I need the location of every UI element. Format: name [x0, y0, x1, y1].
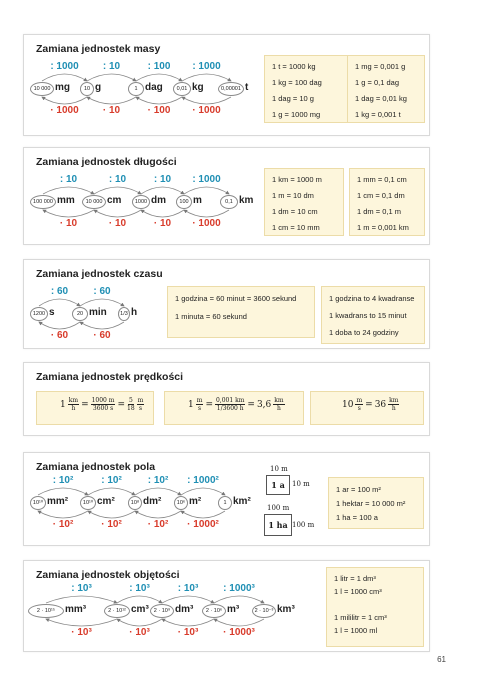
time-title: Zamiana jednostek czasu — [36, 268, 163, 280]
mass-eq: 1 dag = 0,01 kg — [355, 94, 407, 103]
volume-eq: 1 mililitr = 1 cm³ — [334, 613, 387, 622]
frac-num: 0,001 km — [215, 397, 245, 404]
length-eq: 1 cm = 0,1 dm — [357, 191, 405, 200]
area-value-oval: 10⁸ — [128, 496, 142, 510]
frac-den: h — [391, 405, 396, 412]
mass-unit: dag — [145, 82, 163, 93]
equals: = — [81, 399, 89, 410]
mass-eq: 1 dag = 10 g — [272, 94, 314, 103]
area-divide-label: : 10² — [147, 475, 169, 486]
time-divide-label: : 60 — [93, 286, 111, 297]
volume-eq — [334, 598, 416, 611]
mass-value-oval: 10 — [80, 82, 94, 96]
length-arrow-right — [94, 187, 141, 194]
volume-box — [326, 567, 424, 647]
speed-f3-result: 36 — [374, 399, 387, 410]
area-box — [328, 477, 424, 529]
square-ha-right-label: 100 m — [292, 521, 315, 529]
area-arrow-right — [38, 488, 88, 495]
length-multiply-label: · 10 — [59, 218, 78, 229]
volume-panel — [23, 560, 430, 652]
mass-unit: kg — [192, 82, 204, 93]
time-arrow-left — [80, 322, 124, 329]
area-panel — [23, 452, 430, 546]
mass-unit: g — [95, 82, 102, 93]
mass-multiply-label: · 1000 — [50, 105, 79, 116]
volume-arrows — [28, 585, 318, 655]
length-eq: 1 cm = 10 mm — [272, 223, 320, 232]
volume-multiply-label: · 1000³ — [223, 627, 255, 638]
length-arrow-left — [43, 210, 94, 217]
time-eq: 1 godzina to 4 kwadranse — [329, 294, 415, 303]
volume-value-oval: 2 · 10⁶ — [202, 604, 226, 618]
speed-title: Zamiana jednostek prędkości — [36, 371, 184, 383]
area-eq: 1 ar = 100 m² — [336, 485, 381, 494]
volume-chain — [28, 585, 318, 655]
time-eq: 1 doba to 24 godziny — [329, 328, 399, 337]
time-value-oval: 1200 — [30, 307, 48, 321]
equals: = — [205, 399, 213, 410]
page-number: 61 — [437, 655, 446, 664]
time-arrow-right — [39, 299, 80, 306]
square-a-top-label: 10 m — [270, 465, 288, 473]
speed-f2-r — [273, 397, 284, 412]
volume-divide-label: : 1000³ — [223, 583, 255, 594]
time-eq: 1 kwadrans to 15 minut — [329, 311, 407, 320]
frac-den: s — [198, 405, 202, 412]
time-chain — [30, 288, 170, 348]
volume-eq: 1 litr = 1 dm³ — [334, 574, 376, 583]
time-box-1 — [167, 286, 315, 338]
frac-num: 1000 m — [91, 397, 115, 404]
mass-panel — [23, 34, 430, 136]
area-unit: km² — [233, 496, 251, 507]
equals: = — [365, 399, 373, 410]
length-value-oval: 1000 — [132, 195, 150, 209]
mass-divide-label: : 1000 — [192, 61, 221, 72]
length-unit: km — [239, 195, 254, 206]
area-unit: cm² — [97, 496, 115, 507]
volume-arrow-left — [162, 619, 214, 626]
area-multiply-label: · 1000² — [187, 519, 219, 530]
time-multiply-label: · 60 — [50, 330, 69, 341]
speed-f3-unit — [355, 397, 363, 412]
volume-arrow-left — [214, 619, 264, 626]
mass-eq: 1 kg = 0,001 t — [355, 110, 401, 119]
area-arrow-left — [181, 511, 225, 518]
time-value-oval: 20 — [72, 307, 88, 321]
frac-den: h — [277, 405, 281, 412]
length-arrow-right — [43, 187, 94, 194]
volume-multiply-label: · 10³ — [177, 627, 199, 638]
area-arrow-right — [181, 488, 225, 495]
length-eq: 1 dm = 10 cm — [272, 207, 318, 216]
volume-title: Zamiana jednostek objętości — [36, 569, 180, 581]
equals: = — [247, 399, 255, 410]
frac-den: 3600 s — [92, 405, 114, 412]
frac-num: km — [68, 397, 79, 404]
mass-eq: 1 kg = 100 dag — [272, 78, 322, 87]
length-eq: 1 km = 1000 m — [272, 175, 322, 184]
mass-multiply-label: · 100 — [147, 105, 171, 116]
mass-chain — [30, 63, 270, 133]
frac-num: km — [389, 397, 399, 404]
square-ha-label: 1 ha — [268, 520, 288, 530]
frac-num: m — [137, 397, 144, 404]
frac-num: m — [196, 397, 203, 404]
length-unit: mm — [57, 195, 75, 206]
volume-value-oval: 2 · 10⁻³ — [252, 604, 276, 618]
area-arrow-left — [38, 511, 88, 518]
frac-num: km — [274, 397, 284, 404]
mass-value-oval: 1 — [128, 82, 144, 96]
time-arrow-left — [39, 322, 80, 329]
speed-formula-2 — [188, 397, 285, 412]
volume-unit: cm³ — [131, 604, 149, 615]
mass-title: Zamiana jednostek masy — [36, 43, 161, 55]
area-unit: dm² — [143, 496, 162, 507]
frac-den: s — [357, 405, 361, 412]
length-eq: 1 mm = 0,1 cm — [357, 175, 407, 184]
mass-arrow-right — [136, 74, 182, 81]
area-unit: mm² — [47, 496, 69, 507]
square-a — [266, 475, 290, 495]
volume-value-oval: 2 · 10¹⁵ — [28, 604, 64, 618]
time-unit: min — [89, 307, 107, 318]
area-eq: 1 hektar = 10 000 m² — [336, 499, 406, 508]
length-value-oval: 10 000 — [82, 195, 106, 209]
speed-f1-unit — [68, 397, 79, 412]
mass-arrow-left — [42, 97, 87, 104]
area-value-oval: 1 — [218, 496, 232, 510]
speed-f3-lead: 10 — [342, 399, 354, 410]
area-multiply-label: · 10² — [101, 519, 122, 530]
length-arrows — [30, 176, 270, 246]
mass-eq: 1 mg = 0,001 g — [355, 62, 406, 71]
length-divide-label: : 10 — [59, 174, 78, 185]
mass-arrows — [30, 63, 270, 133]
mass-divide-label: : 100 — [147, 61, 171, 72]
area-value-oval: 10¹⁰ — [30, 496, 46, 510]
length-value-oval: 100 000 — [30, 195, 56, 209]
speed-f1-lead: 1 — [60, 399, 66, 410]
square-a-label: 1 a — [271, 480, 285, 490]
area-title: Zamiana jednostek pola — [36, 461, 156, 473]
area-divide-label: : 1000² — [187, 475, 219, 486]
mass-value-oval: 0,01 — [173, 82, 191, 96]
mass-unit: t — [245, 82, 249, 93]
speed-panel — [23, 362, 430, 436]
length-arrow-right — [141, 187, 184, 194]
frac-den: 1/3600 h — [216, 405, 244, 412]
volume-unit: dm³ — [175, 604, 194, 615]
time-multiply-label: · 60 — [93, 330, 111, 341]
length-divide-label: : 10 — [153, 174, 172, 185]
length-eq: 1 m = 0,001 km — [357, 223, 409, 232]
mass-value-oval: 10 000 — [30, 82, 54, 96]
length-divide-label: : 10 — [108, 174, 127, 185]
area-arrow-left — [88, 511, 135, 518]
area-arrow-right — [135, 488, 181, 495]
speed-formula-1 — [60, 397, 144, 412]
mass-eq: 1 t = 1000 kg — [272, 62, 316, 71]
area-divide-label: : 10² — [101, 475, 122, 486]
area-chain — [30, 477, 270, 547]
volume-arrow-right — [46, 596, 117, 603]
length-box-2 — [349, 168, 425, 236]
mass-eq: 1 g = 1000 mg — [272, 110, 321, 119]
volume-arrow-right — [117, 596, 162, 603]
mass-divide-label: : 1000 — [50, 61, 79, 72]
area-multiply-label: · 10² — [52, 519, 74, 530]
area-arrows — [30, 477, 270, 547]
speed-f2-result: 3,6 — [256, 399, 272, 410]
volume-eq: 1 l = 1000 ml — [334, 626, 378, 635]
time-divide-label: : 60 — [50, 286, 69, 297]
mass-arrow-left — [87, 97, 136, 104]
volume-arrow-left — [117, 619, 162, 626]
length-unit: m — [193, 195, 202, 206]
length-value-oval: 0,1 — [220, 195, 238, 209]
length-arrow-left — [141, 210, 184, 217]
area-arrow-right — [88, 488, 135, 495]
volume-divide-label: : 10³ — [177, 583, 199, 594]
length-unit: dm — [151, 195, 166, 206]
volume-eq: 1 l = 1000 cm³ — [334, 587, 382, 596]
volume-unit: mm³ — [65, 604, 87, 615]
square-ha-top-label: 100 m — [267, 504, 290, 512]
speed-formula-3 — [342, 397, 399, 412]
mass-box-2 — [347, 55, 425, 123]
mass-multiply-label: · 1000 — [192, 105, 221, 116]
area-multiply-label: · 10² — [147, 519, 169, 530]
length-arrow-left — [184, 210, 229, 217]
speed-f1-c — [137, 397, 145, 412]
time-value-oval: 1/3 — [118, 307, 130, 321]
time-unit: s — [49, 307, 55, 318]
frac-num: 5 — [128, 397, 133, 404]
frac-num: m — [356, 397, 363, 404]
volume-divide-label: : 10³ — [129, 583, 150, 594]
speed-f1-b — [127, 397, 135, 412]
volume-arrow-left — [46, 619, 117, 626]
length-title: Zamiana jednostek długości — [36, 156, 177, 168]
time-box-2 — [321, 286, 425, 344]
length-multiply-label: · 10 — [108, 218, 127, 229]
volume-multiply-label: · 10³ — [71, 627, 92, 638]
speed-f3-r — [388, 397, 399, 412]
volume-arrow-right — [214, 596, 264, 603]
mass-eq: 1 g = 0,1 dag — [355, 78, 399, 87]
time-arrows — [30, 288, 170, 358]
square-a-right-label: 10 m — [292, 480, 310, 488]
time-unit: h — [131, 307, 138, 318]
area-value-oval: 10⁶ — [174, 496, 188, 510]
area-eq: 1 ha = 100 a — [336, 513, 378, 522]
speed-f2-lead: 1 — [188, 399, 194, 410]
mass-value-oval: 0,00001 — [218, 82, 244, 96]
length-panel — [23, 147, 430, 245]
length-unit: cm — [107, 195, 122, 206]
volume-unit: m³ — [227, 604, 240, 615]
frac-den: s — [138, 405, 143, 412]
speed-f2-a — [215, 397, 245, 412]
mass-unit: mg — [55, 82, 70, 93]
mass-arrow-left — [182, 97, 231, 104]
length-multiply-label: · 1000 — [192, 218, 221, 229]
frac-den: 18 — [127, 405, 135, 412]
time-arrow-right — [80, 299, 124, 306]
volume-unit: km³ — [277, 604, 295, 615]
volume-value-oval: 2 · 10¹² — [104, 604, 130, 618]
volume-arrow-right — [162, 596, 214, 603]
mass-arrow-left — [136, 97, 182, 104]
time-eq: 1 godzina = 60 minut = 3600 sekund — [175, 294, 297, 303]
mass-arrow-right — [42, 74, 87, 81]
speed-f1-a — [91, 397, 116, 412]
mass-divide-label: : 10 — [102, 61, 121, 72]
square-ha — [264, 514, 292, 536]
length-box-1 — [264, 168, 344, 236]
volume-multiply-label: · 10³ — [129, 627, 150, 638]
mass-arrow-right — [182, 74, 231, 81]
area-arrow-left — [135, 511, 181, 518]
length-divide-label: : 1000 — [192, 174, 221, 185]
length-arrow-right — [184, 187, 229, 194]
equals: = — [117, 399, 126, 410]
length-value-oval: 100 — [176, 195, 192, 209]
area-divide-label: : 10² — [52, 475, 74, 486]
length-multiply-label: · 10 — [153, 218, 172, 229]
mass-arrow-right — [87, 74, 136, 81]
mass-box-1 — [264, 55, 360, 123]
length-arrow-left — [94, 210, 141, 217]
area-unit: m² — [189, 496, 202, 507]
area-value-oval: 10¹⁰ — [80, 496, 96, 510]
length-eq: 1 m = 10 dm — [272, 191, 314, 200]
volume-divide-label: : 10³ — [71, 583, 92, 594]
length-chain — [30, 176, 270, 246]
time-eq: 1 minuta = 60 sekund — [175, 312, 247, 321]
time-panel — [23, 259, 430, 349]
frac-den: h — [71, 405, 76, 412]
length-eq: 1 dm = 0,1 m — [357, 207, 401, 216]
mass-multiply-label: · 10 — [102, 105, 121, 116]
volume-value-oval: 2 · 10⁹ — [150, 604, 174, 618]
speed-f2-unit — [196, 397, 204, 412]
